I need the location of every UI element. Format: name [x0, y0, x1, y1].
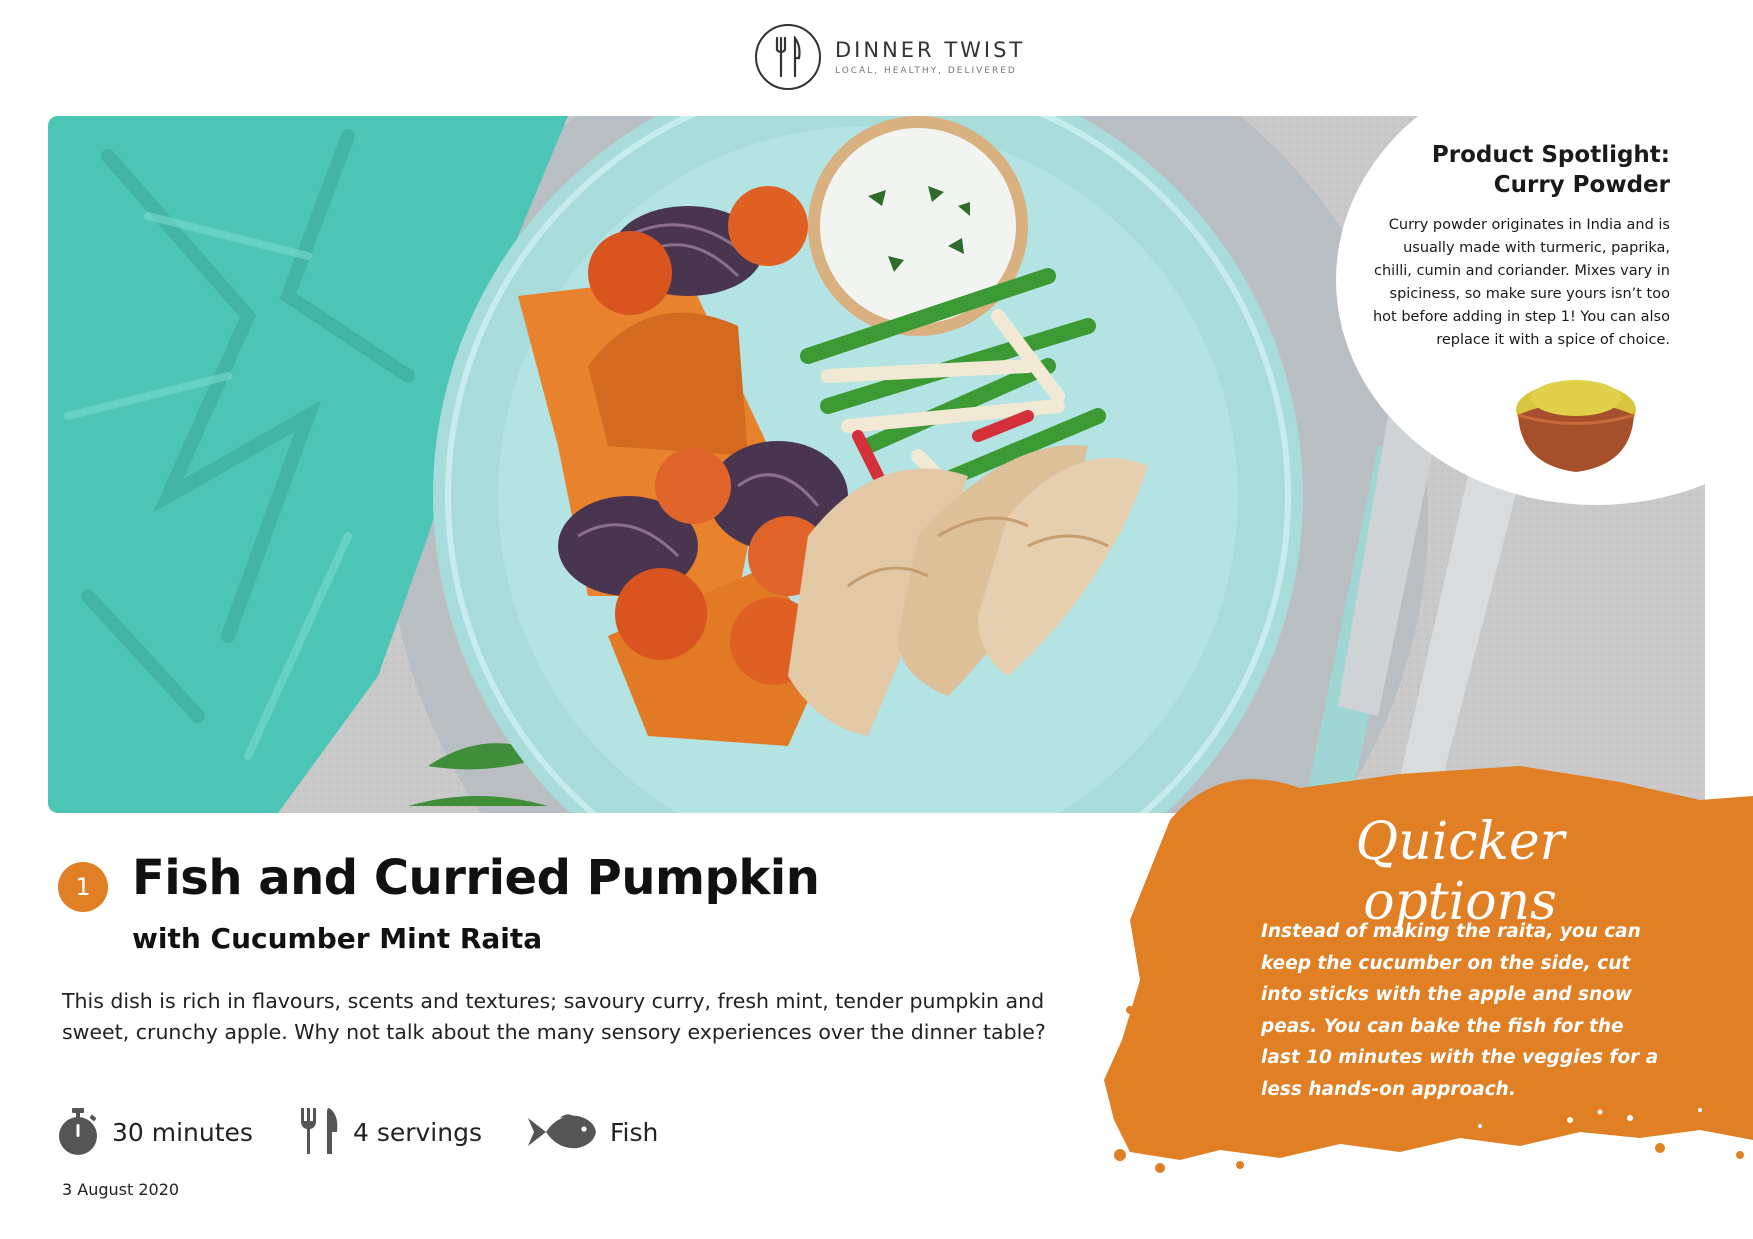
spotlight-title-line2: Curry Powder	[1493, 172, 1670, 198]
meta-protein	[528, 1112, 658, 1152]
quicker-options-body: Instead of making the raita, you can keep the cucumber on the side, cut into sticks with the apple and snow peas. You can bake the fish for the last 10 minutes with the veggies for a less hands-on approach.	[1261, 921, 1659, 1100]
product-spotlight	[1370, 140, 1670, 352]
meta-time	[58, 1108, 253, 1156]
meta-servings	[299, 1108, 482, 1156]
brand-name: DINNER TWIST	[835, 38, 1026, 62]
quicker-options-title: Quicker options	[1355, 812, 1565, 932]
spotlight-title-line1: Product Spotlight:	[1431, 142, 1670, 168]
stopwatch-icon	[58, 1108, 98, 1156]
brand-tagline: LOCAL, HEALTHY, DELIVERED	[835, 66, 1017, 76]
meta-servings-label: 4 servings	[352, 1117, 482, 1147]
step-number-badge: 1	[58, 862, 108, 912]
meta-time-label: 30 minutes	[112, 1117, 253, 1147]
recipe-description: This dish is rich in flavours, scents and textures; savoury curry, fresh mint, tender pumpkin and sweet, crunchy apple. Why not talk about the many sensory experiences over the dinner table?	[62, 989, 1046, 1044]
spotlight-body: Curry powder originates in India and is usually made with turmeric, paprika, chilli, cumin and coriander. Mixes vary in spiciness, so make sure yours isn’t too hot before adding in step 1! You can also replace it with a spice of choice.	[1372, 217, 1670, 348]
curry-powder-bowl-icon	[1506, 370, 1646, 484]
cutlery-icon	[299, 1108, 339, 1156]
meta-protein-label: Fish	[610, 1117, 659, 1147]
fish-icon	[528, 1112, 596, 1152]
recipe-meta	[58, 1108, 704, 1156]
recipe-date: 3 August 2020	[62, 1180, 180, 1199]
fork-knife-logo-icon	[755, 24, 821, 90]
recipe-title: Fish and Curried Pumpkin	[132, 850, 820, 906]
brand-logo	[755, 24, 1025, 90]
recipe-subtitle: with Cucumber Mint Raita	[132, 922, 543, 955]
